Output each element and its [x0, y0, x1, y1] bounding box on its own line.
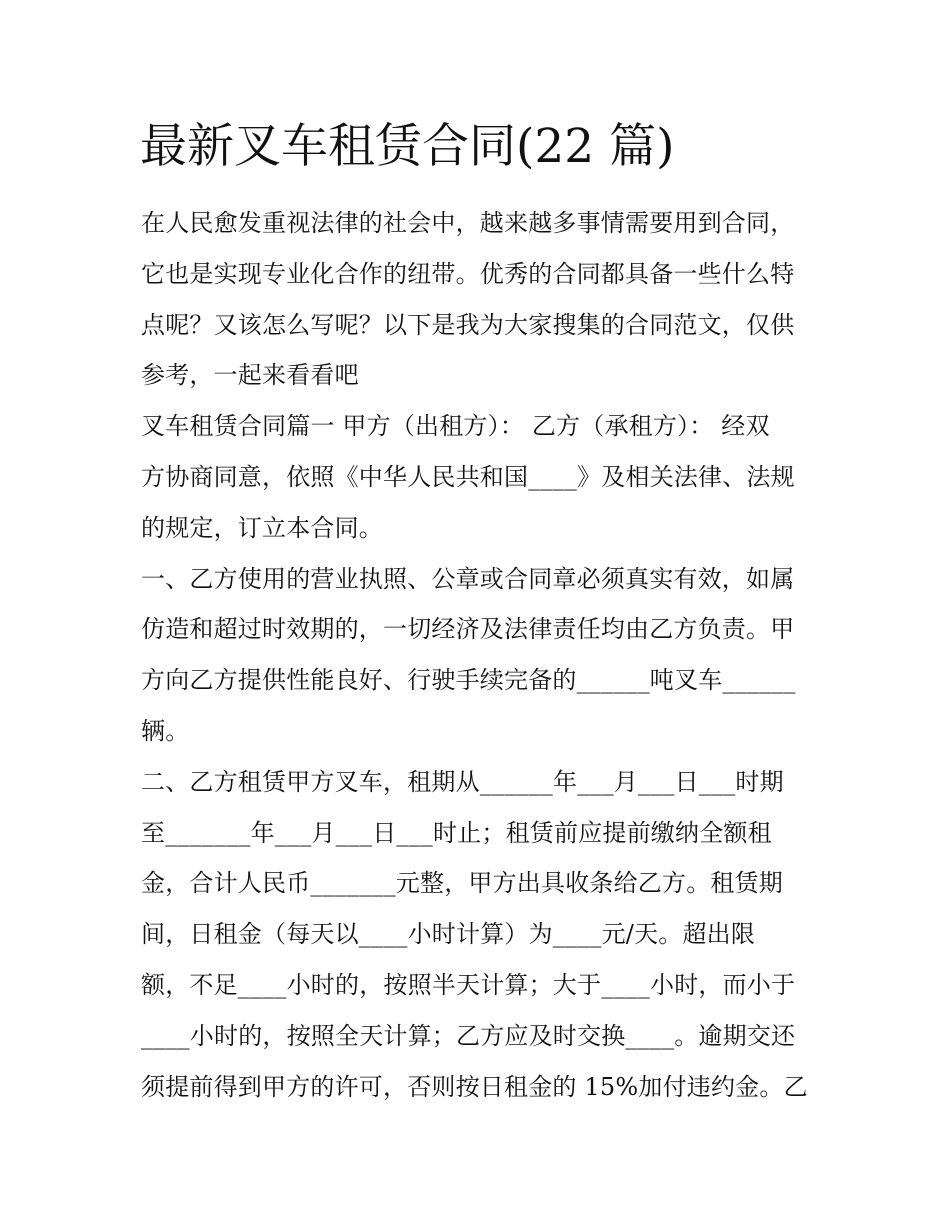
text-line: 在人民愈发重视法律的社会中，越来越多事情需要用到合同，	[141, 209, 795, 237]
text-line: 额，不足____小时的，按照半天计算；大于____小时，而小于	[141, 970, 796, 999]
text-line: 仿造和超过时效期的，一切经济及法律责任均由乙方负责。甲	[141, 615, 795, 644]
text-line: 须提前得到甲方的许可，否则按日租金的 15%加付违约金。乙	[141, 1072, 808, 1101]
text-line: 它也是实现专业化合作的纽带。优秀的合同都具备一些什么特	[141, 259, 795, 288]
text-line: 至_______年___月___日___时止；租赁前应提前缴纳全额租	[141, 818, 772, 847]
text-line: 二、乙方租赁甲方叉车，租期从______年___月___日___时期	[141, 767, 784, 796]
text-line: 一、乙方使用的营业执照、公章或合同章必须真实有效，如属	[141, 564, 795, 593]
text-line: 参考，一起来看看吧	[141, 361, 359, 390]
text-line: 的规定，订立本合同。	[141, 513, 383, 542]
document-body	[141, 198, 821, 1112]
text-line: 方向乙方提供性能良好、行驶手续完备的______吨叉车______	[141, 666, 796, 695]
text-line: 间，日租金（每天以____小时计算）为____元/天。超出限	[141, 920, 756, 949]
text-line: 叉车租赁合同篇一 甲方（出租方）： 乙方（承租方）： 经双	[141, 412, 770, 441]
document-title: 最新叉车租赁合同(22 篇)	[140, 119, 675, 174]
text-line: ____小时的，按照全天计算；乙方应及时交换____。逾期交还	[141, 1021, 796, 1050]
text-line: 点呢？又该怎么写呢？以下是我为大家搜集的合同范文，仅供	[141, 310, 795, 339]
text-line: 金，合计人民币_______元整，甲方出具收条给乙方。租赁期	[141, 869, 783, 898]
text-line: 方协商同意，依照《中华人民共和国____》及相关法律、法规	[141, 462, 795, 491]
text-line: 辆。	[141, 716, 190, 745]
